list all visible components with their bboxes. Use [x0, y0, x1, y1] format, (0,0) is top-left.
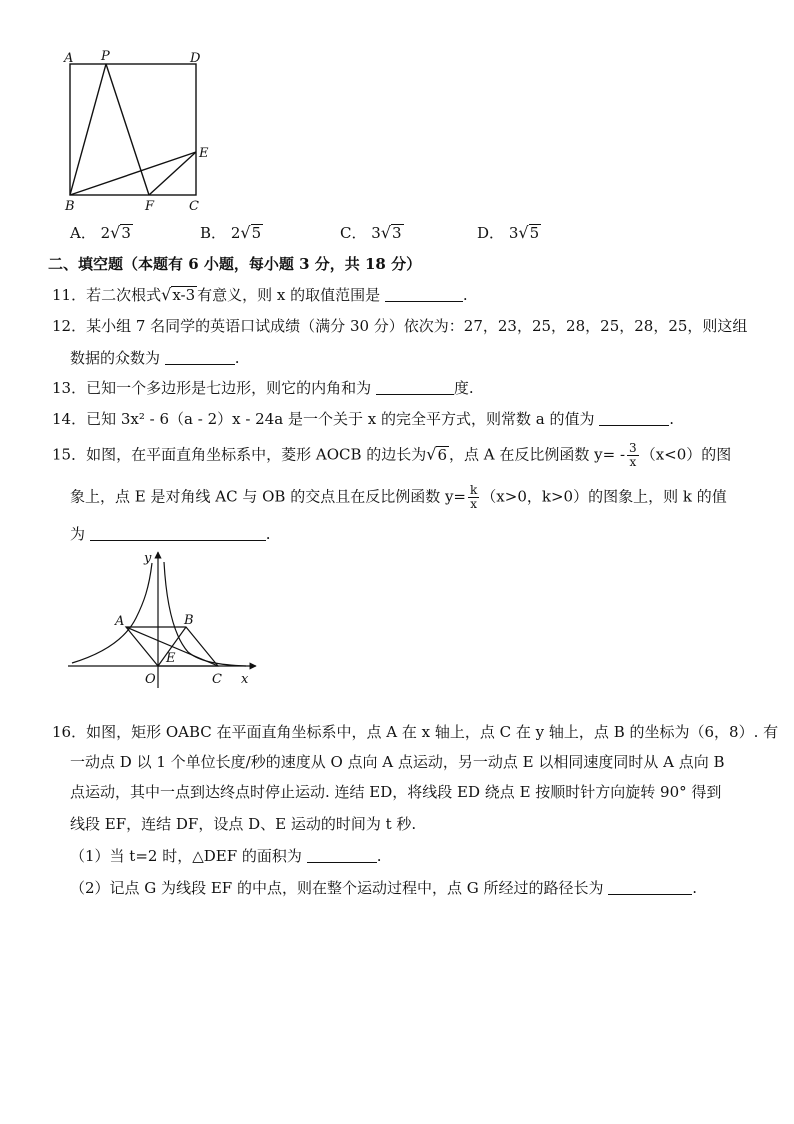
segment-be [70, 152, 196, 195]
choice-d-value: 3√5 [508, 223, 540, 242]
answer-blank-16-2[interactable] [608, 880, 692, 895]
question-16: 16．如图，矩形 OABC 在平面直角坐标系中，点 A 在 x 轴上，点 C 在 y 轴上，点 B 的坐标为（6，8）. 有 [52, 723, 779, 741]
label-a: A [115, 614, 125, 629]
question-16-line3: 点运动，其中一点到达终点时停止运动. 连结 ED，将线段 ED 绕点 E 按顺时针方向旋转 90° 得到 [70, 783, 722, 801]
question-16-part1: （1）当 t=2 时，△DEF 的面积为 . [70, 847, 382, 865]
question-11: 11．若二次根式√x-3 有意义，则 x 的取值范围是 . [52, 285, 468, 304]
section-title: 二、填空题（本题有 6 小题，每小题 3 分，共 18 分） [48, 255, 422, 273]
segment-bp [70, 64, 106, 195]
question-12: 12．某小组 7 名同学的英语口试成绩（满分 30 分）依次为：27，23，25，28，25，28，25，则这组 [52, 317, 748, 335]
label-e: E [199, 146, 209, 161]
choice-b-value: 2√5 [230, 223, 262, 242]
answer-blank-12[interactable] [165, 350, 235, 365]
choice-a-value: 2√3 [100, 223, 131, 242]
fraction-k-over-x: $\frac{k}{x}$ [470, 483, 478, 511]
label-x: x [241, 672, 249, 687]
label-f: F [145, 199, 155, 213]
answer-blank-13[interactable] [376, 380, 454, 395]
question-15-cont2: 为 . [70, 525, 271, 543]
choice-b[interactable]: B． 2√5 [200, 223, 262, 242]
choice-c-value: 3√3 [371, 223, 402, 242]
fraction-3-over-x: $\frac{3}{x}$ [629, 441, 637, 469]
figure-rhombus-coordinate [60, 548, 260, 693]
label-y: y [144, 551, 152, 566]
question-12-cont: 数据的众数为 . [70, 349, 240, 367]
question-13: 13．已知一个多边形是七边形，则它的内角和为 度. [52, 379, 474, 397]
label-o: O [145, 672, 156, 687]
question-16-line4: 线段 EF，连结 DF，设点 D、E 运动的时间为 t 秒. [70, 815, 417, 833]
label-e: E [166, 651, 176, 666]
segment-fe [149, 152, 196, 195]
label-d: D [190, 51, 201, 66]
label-a: A [64, 51, 74, 66]
answer-blank-14[interactable] [599, 411, 669, 426]
answer-blank-11[interactable] [385, 287, 463, 302]
answer-blank-16-1[interactable] [307, 848, 377, 863]
answer-blank-15[interactable] [90, 526, 266, 541]
hyperbola-left [72, 563, 152, 663]
square-outline [70, 64, 196, 195]
question-16-part2: （2）记点 G 为线段 EF 的中点，则在整个运动过程中，点 G 所经过的路径长为 . [70, 879, 698, 897]
choice-d[interactable]: D． 3√5 [477, 223, 540, 242]
label-b: B [184, 613, 194, 628]
choice-c[interactable]: C． 3√3 [340, 223, 402, 242]
label-b: B [65, 199, 75, 213]
figure-square-abcd [60, 48, 220, 213]
question-15: 15．如图，在平面直角坐标系中，菱形 AOCB 的边长为√6 ，点 A 在反比例函数 y= - $\frac{3}{x}$ （x<0）的图 [52, 441, 732, 469]
label-c: C [189, 199, 199, 213]
label-c: C [212, 672, 222, 687]
question-15-cont: 象上，点 E 是对角线 AC 与 OB 的交点且在反比例函数 y= $\frac{k}{x}$ （x>0，k>0）的图象上，则 k 的值 [70, 483, 727, 511]
question-14: 14．已知 3x² - 6（a - 2）x - 24a 是一个关于 x 的完全平方式，则常数 a 的值为 . [52, 410, 675, 428]
choice-a[interactable]: A． 2√3 [70, 223, 131, 242]
label-p: P [101, 49, 110, 64]
question-16-line2: 一动点 D 以 1 个单位长度/秒的速度从 O 点向 A 点运动，另一动点 E 以相同速度同时从 A 点向 B [70, 753, 725, 771]
